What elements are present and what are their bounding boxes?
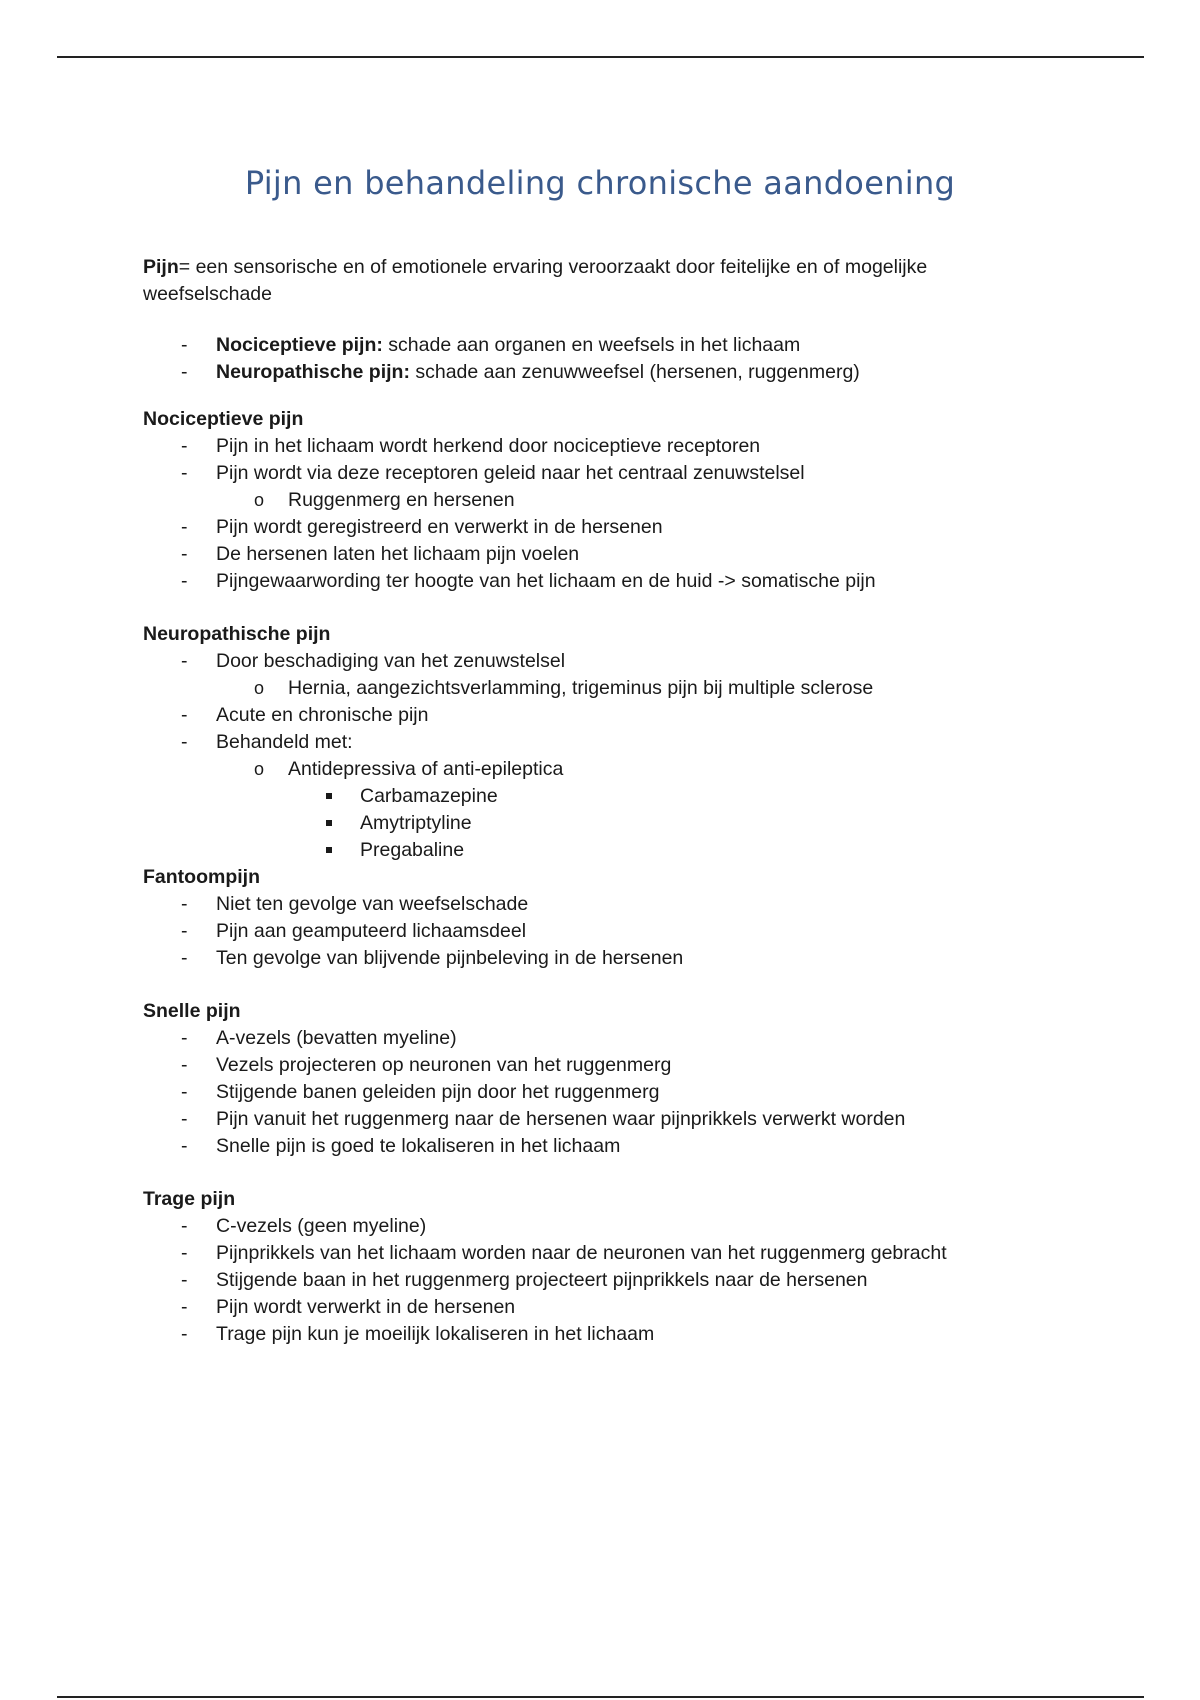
treatment-sublist-wrap	[143, 756, 1043, 864]
drug-item: Pregabaline	[288, 837, 1043, 864]
list-item	[143, 460, 1043, 487]
list-item: - Pijngewaarwording ter hoogte van het lichaam en de huid -> somatische pijn	[143, 568, 1043, 595]
list-item: - Behandeld met:	[143, 729, 1043, 756]
sub-list-item: o Hernia, aangezichtsverlamming, trigeminus pijn bij multiple sclerose	[216, 675, 1043, 702]
pain-type-term: Nociceptieve pijn:	[216, 334, 383, 356]
nociceptief-list	[143, 433, 1043, 487]
sub-list-item: o Ruggenmerg en hersenen	[216, 487, 1043, 514]
nociceptief-list-cont	[143, 514, 1043, 595]
list-item: - Pijn aan geamputeerd lichaamsdeel	[143, 918, 1043, 945]
neuropathisch-sublist-wrap	[143, 675, 1043, 702]
list-item: - Vezels projecteren op neuronen van het ruggenmerg	[143, 1052, 1043, 1079]
drug-item: Amytriptyline	[288, 810, 1043, 837]
list-item: - Pijnprikkels van het lichaam worden naar de neuronen van het ruggenmerg gebracht	[143, 1240, 1043, 1267]
list-item	[143, 332, 1043, 359]
treatment-sublist	[216, 756, 1043, 783]
nociceptief-sublist-wrap	[143, 487, 1043, 514]
definition-term: Pijn	[143, 256, 179, 278]
definition-paragraph	[143, 254, 1043, 308]
list-item-text: Pijn wordt via deze receptoren geleid naar het centraal zenuwstelsel	[216, 462, 805, 484]
list-item: - Ten gevolge van blijvende pijnbeleving in de hersenen	[143, 945, 1043, 972]
list-item: - Acute en chronische pijn	[143, 702, 1043, 729]
section-heading-fantoom: Fantoompijn	[143, 866, 260, 888]
list-item	[143, 359, 1043, 386]
pain-type-term: Neuropathische pijn:	[216, 361, 410, 383]
list-item: - Pijn vanuit het ruggenmerg naar de hersenen waar pijnprikkels verwerkt worden	[143, 1106, 1043, 1133]
section-heading-nociceptief: Nociceptieve pijn	[143, 408, 304, 430]
document-title: Pijn en behandeling chronische aandoening	[244, 164, 956, 202]
list-item: - Niet ten gevolge van weefselschade	[143, 891, 1043, 918]
neuropathisch-list	[143, 648, 1043, 675]
document-body	[143, 254, 1043, 1348]
traag-list	[143, 1213, 1043, 1348]
list-item: - C-vezels (geen myeline)	[143, 1213, 1043, 1240]
fantoom-list	[143, 891, 1043, 972]
nociceptief-sublist	[216, 487, 1043, 514]
list-item: - Trage pijn kun je moeilijk lokaliseren in het lichaam	[143, 1321, 1043, 1348]
list-item: - Stijgende baan in het ruggenmerg projecteert pijnprikkels naar de hersenen	[143, 1267, 1043, 1294]
list-item: - Pijn in het lichaam wordt herkend door nociceptieve receptoren	[143, 433, 1043, 460]
list-item: - De hersenen laten het lichaam pijn voelen	[143, 541, 1043, 568]
pain-type-text: schade aan organen en weefsels in het lichaam	[382, 334, 801, 356]
sublist-container	[143, 487, 1043, 514]
drug-list-wrap	[216, 783, 1043, 864]
list-item: - Stijgende banen geleiden pijn door het ruggenmerg	[143, 1079, 1043, 1106]
footer-rule	[57, 1696, 1144, 1698]
list-item: - Pijn wordt verwerkt in de hersenen	[143, 1294, 1043, 1321]
neuropathisch-list-cont	[143, 702, 1043, 756]
pain-types-list	[143, 332, 1043, 386]
pain-type-text: schade aan zenuwweefsel (hersenen, ruggenmerg)	[409, 361, 860, 383]
snel-list	[143, 1025, 1043, 1160]
section-heading-snel: Snelle pijn	[143, 1000, 241, 1022]
sub-list-item: o Antidepressiva of anti-epileptica	[216, 756, 1043, 783]
header-rule	[57, 56, 1144, 58]
definition-text: = een sensorische en of emotionele ervaring veroorzaakt door feitelijke en of mogelijke weefselschade	[143, 256, 928, 305]
list-item: - Door beschadiging van het zenuwstelsel	[143, 648, 1043, 675]
drug-item: Carbamazepine	[288, 783, 1043, 810]
list-item: - Pijn wordt geregistreerd en verwerkt in de hersenen	[143, 514, 1043, 541]
drug-list	[288, 783, 1043, 864]
neuropathisch-sublist	[216, 675, 1043, 702]
section-heading-traag: Trage pijn	[143, 1188, 236, 1210]
section-heading-neuropathisch: Neuropathische pijn	[143, 623, 331, 645]
list-item: - A-vezels (bevatten myeline)	[143, 1025, 1043, 1052]
list-item: - Snelle pijn is goed te lokaliseren in het lichaam	[143, 1133, 1043, 1160]
